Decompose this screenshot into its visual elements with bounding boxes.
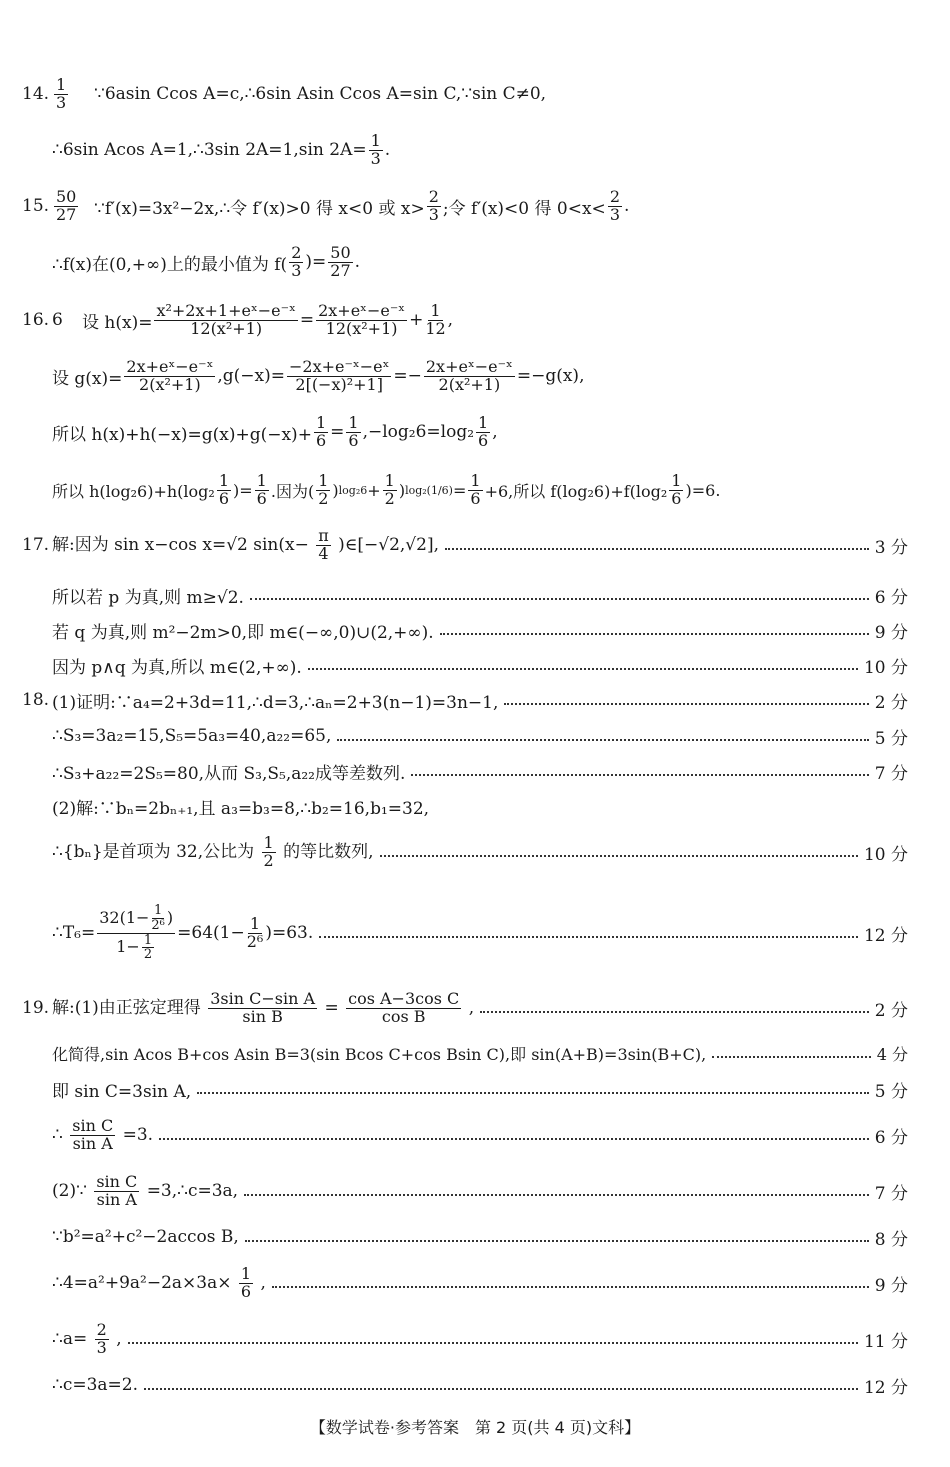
score: 2 分 xyxy=(874,692,908,713)
page-footer: 【数学试卷·参考答案 第 2 页(共 4 页)文科】 xyxy=(309,1418,641,1437)
fraction: $\frac{1}{6}$ xyxy=(218,470,230,508)
solution-text: ∴f(x)在(0,+∞)上的最小值为 f( $\frac{2}{3}$ )= $\frac{50}{27}$ . xyxy=(52,242,361,280)
p19-line-1 xyxy=(0,986,930,1030)
p15-line-1 xyxy=(0,184,930,228)
fraction: $\frac{\text{2x+eˣ−e⁻ˣ}}{\text{2(x²+1)}}$ xyxy=(126,356,214,394)
leader-dots xyxy=(411,772,868,776)
p16-line-3 xyxy=(0,410,930,454)
leader-dots xyxy=(159,1136,869,1140)
p16-line-2 xyxy=(0,354,930,398)
scored-step: ∴4=a²+9a²−2a×3a× $\frac{1}{6}$ , 9 分 xyxy=(52,1263,908,1301)
fraction: $\frac{1}{\text{2⁶}}$ xyxy=(151,903,165,933)
fraction: $\frac{1}{6}$ xyxy=(348,412,359,450)
scored-step: ∴T₆= 32(1− $\frac{1}{\text{2⁶}}$ ) 1− $\frac{1}{2}$ =64(1− $\frac{1}{\text{2⁶}}$ )=63. 12 分 xyxy=(52,903,908,963)
leader-dots xyxy=(144,1386,858,1390)
score: 6 分 xyxy=(874,1127,908,1148)
fraction: $\frac{1}{2}$ xyxy=(384,470,395,508)
leader-dots xyxy=(445,546,869,550)
leader-dots xyxy=(337,737,868,741)
scored-step: 即 sin C=3sin A, 5 分 xyxy=(52,1077,908,1102)
score: 4 分 xyxy=(876,1044,908,1064)
leader-dots xyxy=(319,934,858,938)
solution-text: ∵f′(x)=3x²−2x,∴令 f′(x)>0 得 x<0 或 x> $\frac{2}{3}$ ;令 f′(x)<0 得 0<x< $\frac{2}{3}$ . xyxy=(94,186,630,224)
scored-step: ∴S₃+a₂₂=2S₅=80,从而 S₃,S₅,a₂₂成等差数列. 7 分 xyxy=(52,759,908,784)
scored-step: 解:因为 sin x−cos x=√2 sin(x− $\frac{\pi}{4}$ )∈[−√2,√2], 3 分 xyxy=(52,525,908,563)
solution-text: 所以 h(x)+h(−x)=g(x)+g(−x)+ $\frac{1}{6}$ = $\frac{1}{6}$ ,−log₂6=log₂ $\frac{1}{6}$ , xyxy=(52,412,498,450)
p18-line-4 xyxy=(0,784,930,828)
fraction: $\frac{1}{6}$ xyxy=(671,470,682,508)
answer xyxy=(52,74,70,112)
p17-line-1 xyxy=(0,523,930,567)
fraction: $\frac{\text{x²+2x+1+eˣ−e⁻ˣ}}{\text{12(x²+1)}}$ xyxy=(156,300,296,338)
leader-dots xyxy=(440,631,869,635)
solution-text: 设 h(x)= $\frac{\text{x²+2x+1+eˣ−e⁻ˣ}}{\text{12(x²+1)}}$ = $\frac{\text{2x+eˣ−e⁻ˣ}}{\text{12(x²+1)}}$ + $\frac{1}{12}$ , xyxy=(82,300,454,338)
solution-text: (2)解:∵bₙ=2bₙ₊₁,且 a₃=b₃=8,∴b₂=16,b₁=32, xyxy=(52,798,430,819)
complex-fraction: 32(1− $\frac{1}{\text{2⁶}}$ ) 1− $\frac{1}{2}$ xyxy=(99,903,174,963)
fraction: $\frac{1}{6}$ xyxy=(478,412,489,450)
problem-number: 19. xyxy=(22,998,50,1018)
fraction: $\frac{\text{sin C}}{\text{sin A}}$ xyxy=(72,1115,114,1153)
fraction: $\frac{1}{2}$ xyxy=(143,932,153,963)
fraction: $\frac{\text{cos A−3cos C}}{\text{cos B}}$ xyxy=(348,988,460,1026)
p18-line-5 xyxy=(0,830,930,874)
scored-step: 解:(1)由正弦定理得 $\frac{\text{3sin C−sin A}}{\text{sin B}}$ = $\frac{\text{cos A−3cos C}}{\text{cos B}}$ , 2 分 xyxy=(52,988,908,1026)
leader-dots xyxy=(197,1090,869,1094)
fraction: $\frac{2}{3}$ xyxy=(609,186,620,224)
p16-line-4 xyxy=(0,468,930,512)
fraction: $\frac{\text{sin C}}{\text{sin A}}$ xyxy=(96,1171,138,1209)
leader-dots xyxy=(250,596,869,600)
score: 8 分 xyxy=(874,1229,908,1250)
scored-step: ∵b²=a²+c²−2accos B, 8 分 xyxy=(52,1225,908,1250)
score: 5 分 xyxy=(874,1081,908,1102)
leader-dots xyxy=(712,1054,870,1058)
fraction: $\frac{\text{2x+eˣ−e⁻ˣ}}{\text{12(x²+1)}}$ xyxy=(318,300,406,338)
scored-step: ∴a= $\frac{2}{3}$ , 11 分 xyxy=(52,1319,908,1357)
fraction: $\frac{1}{6}$ xyxy=(256,470,267,508)
solution-text: 所以 h(log₂6)+h(log₂ $\frac{1}{6}$ )= $\frac{1}{6}$ .因为( $\frac{1}{2}$ ) log₂6 + $\frac{1}{2}$ ) log₂(1/6) = $\frac{1}{6}$ +6,所以 f(log₂6)+f(log₂ $\frac{1}{6}$ )=6. xyxy=(52,470,721,508)
scored-step: 若 q 为真,则 m²−2m>0,即 m∈(−∞,0)∪(2,+∞). 9 分 xyxy=(52,618,908,643)
scored-step: ∴{bₙ}是首项为 32,公比为 $\frac{1}{2}$ 的等比数列, 10 分 xyxy=(52,832,908,870)
p19-line-3 xyxy=(0,1067,930,1111)
fraction: $\frac{1}{\text{2⁶}}$ xyxy=(246,913,264,951)
scored-step: 所以若 p 为真,则 m≥√2. 6 分 xyxy=(52,583,908,608)
scored-step: 因为 p∧q 为真,所以 m∈(2,+∞). 10 分 xyxy=(52,653,908,678)
score: 7 分 xyxy=(874,1183,908,1204)
p19-line-6 xyxy=(0,1215,930,1259)
solution-text: ∴6sin Acos A=1,∴3sin 2A=1,sin 2A= $\frac{1}{3}$ . xyxy=(52,130,391,168)
fraction: $\frac{2}{3}$ xyxy=(428,186,439,224)
fraction: $\frac{1}{6}$ xyxy=(470,470,481,508)
score: 6 分 xyxy=(874,587,908,608)
problem-number: 18. xyxy=(22,690,50,710)
solution-text: ∵6asin Ccos A=c,∴6sin Asin Ccos A=sin C,∵sin C≠0, xyxy=(94,84,547,104)
leader-dots xyxy=(272,1284,869,1288)
p19-line-4 xyxy=(0,1113,930,1157)
fraction: $\frac{1}{3}$ xyxy=(370,130,381,168)
fraction: $\frac{1}{12}$ xyxy=(425,300,446,338)
p14-line-1 xyxy=(0,72,930,116)
leader-dots xyxy=(480,1009,869,1013)
leader-dots xyxy=(244,1192,869,1196)
fraction: $\frac{50}{27}$ xyxy=(330,242,351,280)
fraction: $\frac{1}{3}$ xyxy=(56,74,67,112)
score: 5 分 xyxy=(874,728,908,749)
score: 2 分 xyxy=(874,1000,908,1021)
leader-dots xyxy=(308,666,858,670)
fraction: $\frac{1}{2}$ xyxy=(263,832,274,870)
score: 12 分 xyxy=(863,925,908,946)
exponent: log₂(1/6) xyxy=(405,483,453,497)
scored-step: ∴c=3a=2. 12 分 xyxy=(52,1373,908,1398)
fraction: $\frac{\text{3sin C−sin A}}{\text{sin B}}$ xyxy=(210,988,316,1026)
score: 9 分 xyxy=(874,1275,908,1296)
fraction: $\frac{2}{3}$ xyxy=(96,1319,107,1357)
fraction: $\frac{50}{27}$ xyxy=(56,186,77,224)
scored-step: 化简得,sin Acos B+cos Asin B=3(sin Bcos C+cos Bsin C),即 sin(A+B)=3sin(B+C), 4 分 xyxy=(52,1042,908,1065)
problem-number: 16. xyxy=(22,310,50,330)
scored-step: (2)∵ $\frac{\text{sin C}}{\text{sin A}}$ =3,∴c=3a, 7 分 xyxy=(52,1171,908,1209)
p19-line-8 xyxy=(0,1317,930,1361)
solution-text: 设 g(x)= $\frac{\text{2x+eˣ−e⁻ˣ}}{\text{2(x²+1)}}$ ,g(−x)= $\frac{\text{−2x+e⁻ˣ−eˣ}}{\text{2[(−x)²+1]}}$ =− $\frac{\text{2x+eˣ−e⁻ˣ}}{\text{2(x²+1)}}$ =−g(x), xyxy=(52,356,585,394)
score: 9 分 xyxy=(874,622,908,643)
score: 10 分 xyxy=(863,844,908,865)
fraction: $\frac{\text{−2x+e⁻ˣ−eˣ}}{\text{2[(−x)²+1]}}$ xyxy=(289,356,390,394)
exponent: log₂6 xyxy=(338,483,368,497)
p14-line-2 xyxy=(0,128,930,172)
leader-dots xyxy=(504,701,868,705)
leader-dots xyxy=(380,853,858,857)
problem-number: 17. xyxy=(22,535,50,555)
leader-dots xyxy=(128,1340,858,1344)
score: 10 分 xyxy=(863,657,908,678)
problem-number: 15. xyxy=(22,196,50,216)
fraction: $\frac{1}{2}$ xyxy=(318,470,329,508)
problem-number: 14. xyxy=(22,84,50,104)
score: 7 分 xyxy=(874,763,908,784)
score: 3 分 xyxy=(874,537,908,558)
scored-step: ∴S₃=3a₂=15,S₅=5a₃=40,a₂₂=65, 5 分 xyxy=(52,724,908,749)
scored-step: (1)证明:∵a₄=2+3d=11,∴d=3,∴aₙ=2+3(n−1)=3n−1, 2 分 xyxy=(52,688,908,713)
scored-step: ∴ $\frac{\text{sin C}}{\text{sin A}}$ =3. 6 分 xyxy=(52,1115,908,1153)
fraction: $\frac{1}{6}$ xyxy=(240,1263,252,1301)
p19-line-7 xyxy=(0,1261,930,1305)
answer: 6 xyxy=(52,310,63,330)
p16-line-1 xyxy=(0,298,930,342)
fraction: $\frac{2}{3}$ xyxy=(291,242,302,280)
fraction: $\frac{\pi}{4}$ xyxy=(318,525,329,563)
score: 12 分 xyxy=(863,1377,908,1398)
fraction: $\frac{1}{6}$ xyxy=(315,412,327,450)
p19-line-5 xyxy=(0,1169,930,1213)
fraction: $\frac{\text{2x+eˣ−e⁻ˣ}}{\text{2(x²+1)}}$ xyxy=(425,356,513,394)
score: 11 分 xyxy=(863,1331,908,1352)
answer xyxy=(52,186,80,224)
leader-dots xyxy=(245,1238,869,1242)
p18-line-6 xyxy=(0,903,930,963)
p19-line-9 xyxy=(0,1363,930,1407)
p15-line-2 xyxy=(0,240,930,284)
